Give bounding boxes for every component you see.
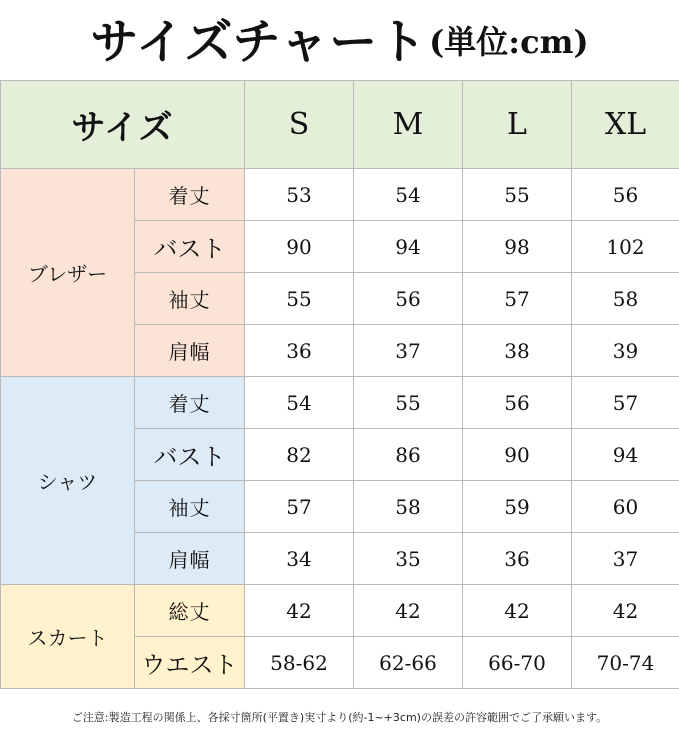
category-blazer: ブレザー [1, 169, 135, 377]
value-cell: 58 [572, 273, 679, 325]
value-cell: 59 [463, 481, 572, 533]
value-cell: 90 [245, 221, 354, 273]
value-cell: 57 [572, 377, 679, 429]
value-cell: 57 [245, 481, 354, 533]
value-cell: 54 [245, 377, 354, 429]
item-label: 肩幅 [135, 533, 245, 585]
value-cell: 42 [463, 585, 572, 637]
header-row [1, 81, 679, 169]
item-label: 総丈 [135, 585, 245, 637]
value-cell: 36 [463, 533, 572, 585]
value-cell: 54 [354, 169, 463, 221]
value-cell: 66-70 [463, 637, 572, 689]
value-cell: 62-66 [354, 637, 463, 689]
value-cell: 55 [463, 169, 572, 221]
table-row [1, 377, 679, 429]
value-cell: 53 [245, 169, 354, 221]
item-label: ウエスト [135, 637, 245, 689]
item-label: 袖丈 [135, 273, 245, 325]
value-cell: 58 [354, 481, 463, 533]
title-unit: (単位:cm) [429, 23, 589, 61]
item-label: 肩幅 [135, 325, 245, 377]
value-cell: 102 [572, 221, 679, 273]
value-cell: 56 [572, 169, 679, 221]
size-header: サイズ [1, 81, 245, 169]
value-cell: 58-62 [245, 637, 354, 689]
value-cell: 60 [572, 481, 679, 533]
value-cell: 37 [354, 325, 463, 377]
value-cell: 56 [463, 377, 572, 429]
size-col-m: M [354, 81, 463, 169]
value-cell: 42 [354, 585, 463, 637]
value-cell: 34 [245, 533, 354, 585]
value-cell: 94 [354, 221, 463, 273]
table-row [1, 585, 679, 637]
value-cell: 90 [463, 429, 572, 481]
size-table [0, 80, 679, 689]
table-row [1, 169, 679, 221]
item-label: バスト [135, 429, 245, 481]
value-cell: 98 [463, 221, 572, 273]
value-cell: 86 [354, 429, 463, 481]
value-cell: 94 [572, 429, 679, 481]
category-skirt: スカート [1, 585, 135, 689]
value-cell: 55 [354, 377, 463, 429]
category-shirt: シャツ [1, 377, 135, 585]
value-cell: 82 [245, 429, 354, 481]
item-label: 着丈 [135, 169, 245, 221]
size-col-xl: XL [572, 81, 679, 169]
value-cell: 57 [463, 273, 572, 325]
title-main: サイズチャート [90, 13, 428, 70]
value-cell: 38 [463, 325, 572, 377]
value-cell: 56 [354, 273, 463, 325]
value-cell: 39 [572, 325, 679, 377]
value-cell: 37 [572, 533, 679, 585]
item-label: 袖丈 [135, 481, 245, 533]
chart-title [0, 0, 679, 74]
value-cell: 42 [245, 585, 354, 637]
disclaimer-note: ご注意:製造工程の関係上、各採寸箇所(平置き)実寸より(約-1~+3cm)の誤差の許容範囲でご了承願います。 [71, 711, 608, 724]
size-col-l: L [463, 81, 572, 169]
item-label: 着丈 [135, 377, 245, 429]
size-col-s: S [245, 81, 354, 169]
value-cell: 55 [245, 273, 354, 325]
value-cell: 36 [245, 325, 354, 377]
value-cell: 70-74 [572, 637, 679, 689]
value-cell: 35 [354, 533, 463, 585]
value-cell: 42 [572, 585, 679, 637]
item-label: バスト [135, 221, 245, 273]
